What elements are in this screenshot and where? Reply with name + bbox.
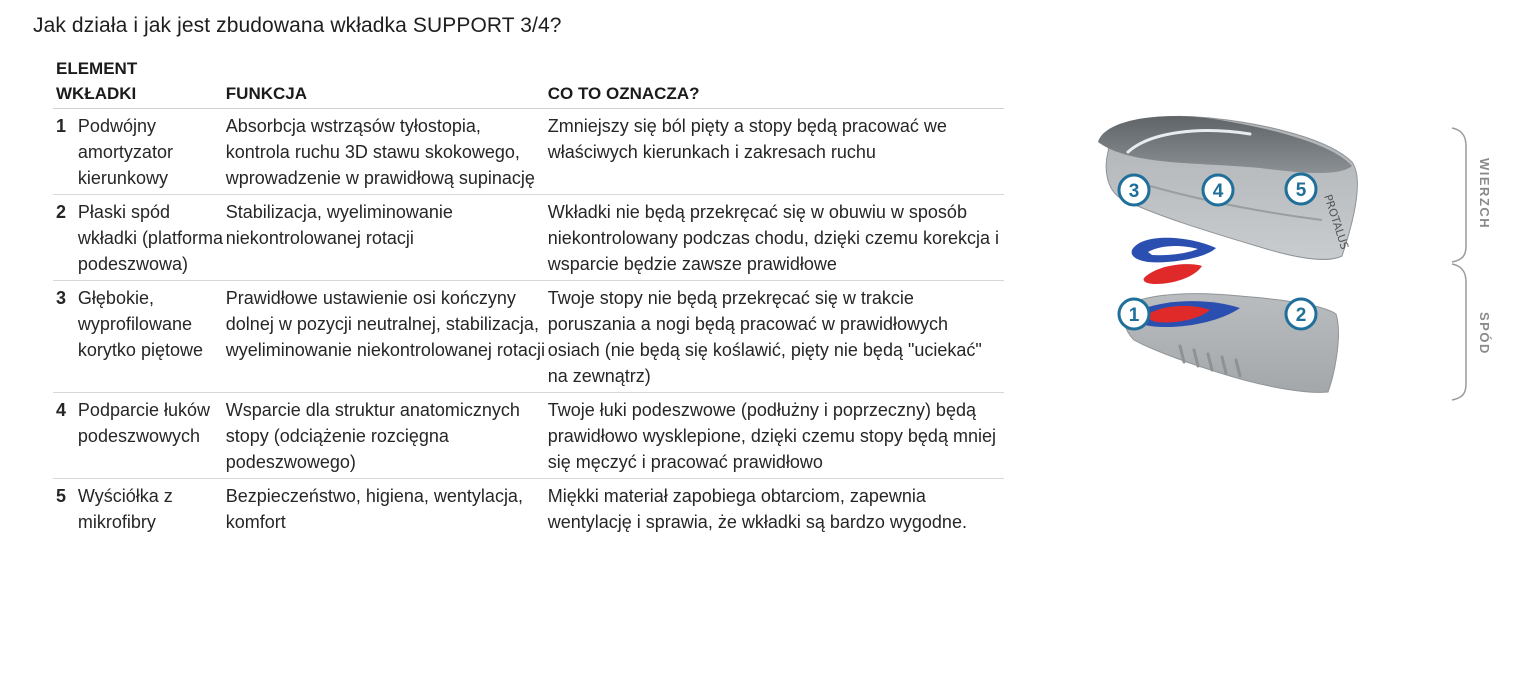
header-element-line1: ELEMENT (56, 59, 138, 78)
svg-text:2: 2 (1295, 305, 1307, 326)
row-meaning: Miękki materiał zapobiega obtarciom, zapewnia wentylację i sprawia, że wkładki są bardzo wygodne. (547, 486, 967, 532)
row-element: Podwójny amortyzator kierunkowy (78, 109, 226, 195)
row-meaning: Twoje łuki podeszwowe (podłużny i poprzeczny) będą prawidłowo wysklepione, dzięki czemu stopy będą mniej się męczyć i pracować prawidłowo (548, 393, 1004, 479)
blue-cushion-pad (1132, 238, 1216, 263)
row-element: Podparcie łuków podeszwowych (78, 393, 226, 479)
row-meaning: Wkładki nie będą przekręcać się w obuwiu w sposób niekontrolowany podczas chodu, dzięki czemu korekcja i wsparcie będzie zawsze prawidłowe (548, 195, 1004, 281)
svg-text:PROTALUS: PROTALUS (1321, 192, 1352, 252)
label-top-view: WIERZCH (1477, 158, 1492, 230)
marker-2 (1286, 299, 1316, 329)
label-bottom-view: SPÓD (1477, 312, 1492, 355)
row-function: Bezpieczeństwo, higiena, wentylacja, komfort (225, 486, 523, 532)
row-function: Prawidłowe ustawienie osi kończyny dolnej w pozycji neutralnej, stabilizacja, wyeliminowanie niekontrolowanej rotacji (226, 281, 548, 393)
row-number: 4 (53, 393, 78, 479)
page-title: Jak działa i jak jest zbudowana wkładka SUPPORT 3/4? (33, 14, 562, 37)
row-function: Absorbcja wstrząsów tyłostopia, kontrola ruchu 3D stawu skokowego, wprowadzenie w prawidłową supinację (226, 109, 548, 195)
red-cushion-pad (1144, 264, 1202, 284)
row-function: Wsparcie dla struktur anatomicznych stopy (odciążenie rozcięgna podeszwowego) (226, 393, 548, 479)
svg-text:4: 4 (1212, 181, 1224, 202)
row-number: 1 (53, 109, 78, 195)
row-meaning: Twoje stopy nie będą przekręcać się w trakcie poruszania a nogi będą pracować w prawidłowych osiach (nie będą się koślawić, pięty nie będą "uciekać" na zewnątrz) (548, 281, 1004, 393)
row-function: Stabilizacja, wyeliminowanie niekontrolowanej rotacji (226, 195, 548, 281)
row-element: Głębokie, wyprofilowane korytko piętowe (78, 281, 226, 393)
table-row (53, 195, 1004, 281)
insole-elements-table (53, 54, 1004, 538)
header-element-line2: WKŁADKI (56, 84, 137, 103)
insole-illustration (1090, 100, 1510, 420)
marker-5 (1286, 174, 1316, 204)
header-element (53, 54, 226, 109)
row-element: Wyściółka z mikrofibry (77, 486, 173, 532)
table-row (53, 479, 1004, 539)
table-row (53, 393, 1004, 479)
bracket-bottom (1452, 264, 1466, 400)
svg-text:1: 1 (1128, 305, 1140, 326)
marker-1 (1119, 299, 1149, 329)
row-number: 3 (53, 281, 78, 393)
bracket-top (1452, 128, 1466, 262)
svg-text:5: 5 (1295, 180, 1307, 201)
row-meaning: Zmniejszy się ból pięty a stopy będą pracować we właściwych kierunkach i zakresach ruchu (548, 109, 1004, 195)
svg-text:3: 3 (1128, 181, 1140, 202)
marker-3 (1119, 175, 1149, 205)
row-number: 5 (56, 486, 67, 506)
table-row (53, 281, 1004, 393)
table-row (53, 109, 1004, 195)
marker-4 (1203, 175, 1233, 205)
row-element: Płaski spód wkładki (platforma podeszwowa) (78, 195, 226, 281)
table-header-row (53, 54, 1004, 109)
row-number: 2 (53, 195, 78, 281)
header-meaning: CO TO OZNACZA? (548, 54, 1004, 109)
header-function: FUNKCJA (226, 54, 548, 109)
